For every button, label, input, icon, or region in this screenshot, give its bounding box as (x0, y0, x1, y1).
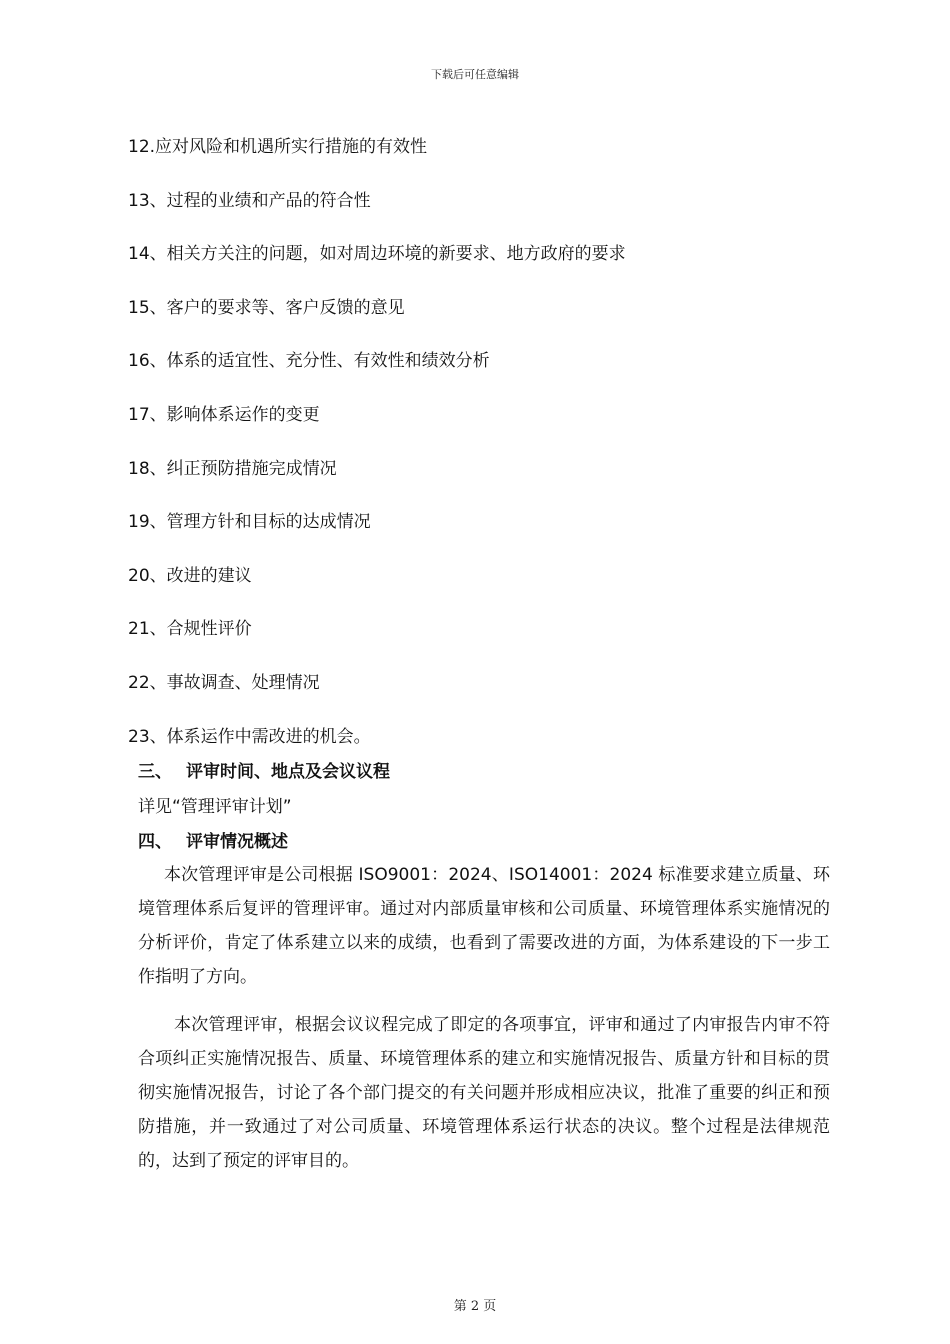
list-item: 23、体系运作中需改进的机会。 (128, 726, 371, 747)
list-item: 18、纠正预防措施完成情况 (128, 458, 337, 479)
list-item: 20、改进的建议 (128, 565, 252, 586)
list-item: 19、管理方针和目标的达成情况 (128, 512, 371, 533)
section-4-title: 评审情况概述 (186, 832, 288, 852)
section-3-detail: 详见“管理评审计划” (138, 797, 292, 817)
review-input-list (128, 134, 626, 777)
list-item: 12.应对风险和机遇所实行措施的有效性 (128, 137, 428, 157)
list-item: 15、客户的要求等、客户反馈的意见 (128, 297, 405, 318)
section-3-number: 三、 (138, 762, 172, 782)
list-item: 21、合规性评价 (128, 619, 252, 640)
page-header: 下载后可任意编辑 (431, 68, 519, 81)
list-item: 22、事故调查、处理情况 (128, 672, 320, 693)
list-item: 17、影响体系运作的变更 (128, 404, 320, 425)
section-4-paragraph-2: 本次管理评审，根据会议议程完成了即定的各项事宜，评审和通过了内审报告内审不符合项纠正实施情况报告、质量、环境管理体系的建立和实施情况报告、质量方针和目标的贯彻实施情况报告，讨论了各个部门提交的有关问题并形成相应决议，批准了重要的纠正和预防措施，并一致通过了对公司质量、环境管理体系运行状态的决议。整个过程是法律规范的，达到了预定的评审目的。 (138, 1015, 830, 1171)
list-item: 13、过程的业绩和产品的符合性 (128, 190, 371, 211)
section-4-number: 四、 (138, 832, 172, 852)
list-item: 16、体系的适宜性、充分性、有效性和绩效分析 (128, 351, 490, 372)
section-4-paragraph-1: 本次管理评审是公司根据 ISO9001：2024、ISO14001：2024 标准要求建立质量、环境管理体系后复评的管理评审。通过对内部质量审核和公司质量、环境管理体系实施情况的分析评价，肯定了体系建立以来的成绩，也看到了需要改进的方面，为体系建设的下一步工作指明了方向。 (138, 865, 830, 987)
section-3-title: 评审时间、地点及会议议程 (186, 762, 390, 782)
section-3-heading (138, 759, 390, 785)
page-number: 第 2 页 (453, 1299, 497, 1314)
list-item: 14、相关方关注的问题，如对周边环境的新要求、地方政府的要求 (128, 244, 626, 265)
section-4-heading (138, 829, 288, 855)
